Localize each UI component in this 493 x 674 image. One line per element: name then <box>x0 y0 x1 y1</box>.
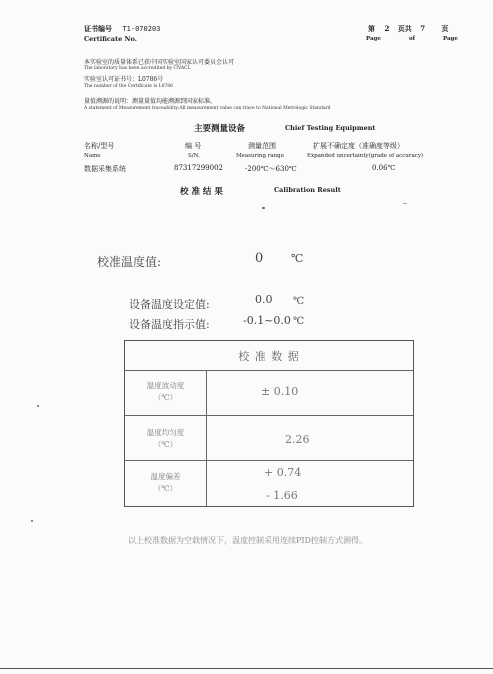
ind-temp-label: 设备温度指示值: <box>129 318 210 331</box>
equip-range: -200℃～630℃ <box>245 165 297 173</box>
accreditation-line2-en: The number of the Certificate is L0786 <box>84 84 174 89</box>
cert-no-label-en: Certificate No. <box>84 35 137 43</box>
page-label-en: Page <box>366 36 381 42</box>
cal-temp-value: 0 <box>255 251 264 266</box>
accreditation-line3-en: A statement of Measurement traceability:All measurement value can trace to National Metrologic Standard <box>84 106 331 111</box>
fluctuation-value: ± 0.10 <box>261 385 299 398</box>
scan-speck <box>262 207 265 209</box>
col-sn-cn: 编 号 <box>185 142 202 150</box>
row-label <box>125 380 206 404</box>
cal-temp-label: 校准温度值: <box>97 255 162 269</box>
page-suffix-cn: 页 <box>441 24 449 33</box>
table-row <box>125 416 413 461</box>
col-unc-en: Expanded uncertainty(grade of accuracy) <box>307 153 424 159</box>
set-temp-unit: ℃ <box>293 296 305 307</box>
scan-speck <box>403 203 407 204</box>
col-name-en: Name <box>84 153 101 159</box>
table-row <box>125 461 413 506</box>
footer-note: 以上校准数据为空载情况下，温度控制采用连续PID控制方式测得。 <box>128 536 367 545</box>
table-title: 校 准 数 据 <box>238 350 300 363</box>
of-label-en: of <box>409 36 416 42</box>
set-temp-label: 设备温度设定值: <box>129 298 210 311</box>
cert-no-label <box>84 24 160 34</box>
set-temp-value: 0.0 <box>255 293 273 306</box>
col-sn-en: S/N. <box>188 153 200 159</box>
cal-temp-unit: ℃ <box>291 252 304 265</box>
calibration-title-cn: 校 准 结 果 <box>180 187 223 197</box>
total-label-cn: 页共 <box>397 24 412 33</box>
ind-temp-value: -0.1~0.0 <box>243 314 291 327</box>
total-pages: 7 <box>420 24 426 33</box>
equip-uncertainty: 0.06℃ <box>372 164 396 172</box>
page-number-cn <box>368 24 449 34</box>
uniformity-value: 2.26 <box>285 433 310 446</box>
col-range-cn: 测量范围 <box>248 142 276 150</box>
scan-speck <box>31 520 33 522</box>
ind-temp-unit: ℃ <box>293 316 305 327</box>
row-label-unit: （℃） <box>153 440 178 449</box>
scan-edge-line <box>0 668 493 669</box>
accreditation-line3-cn: 量值溯源的说明：测量量值均能溯源到国家标准。 <box>84 98 217 105</box>
calibration-data-table <box>124 340 414 507</box>
equipment-title-cn: 主要测量设备 <box>194 124 246 134</box>
calibration-title-en: Calibration Result <box>274 186 341 194</box>
row-label-text: 温度偏差 <box>150 472 181 481</box>
row-label <box>125 471 206 495</box>
equip-sn: 87317299002 <box>174 164 223 172</box>
cert-no-label-cn: 证书编号 <box>84 24 112 33</box>
col-range-en: Measuring range <box>236 153 284 159</box>
row-label-text: 温度波动度 <box>146 381 185 390</box>
accreditation-line1-cn: 本实验室的质量体系已获中国实验室国家认可委员会认可 <box>84 59 235 66</box>
col-unc-cn: 扩展不确定度（准确度等级） <box>313 142 404 150</box>
equipment-title-en: Chief Testing Equipment <box>285 124 376 132</box>
table-header-row <box>125 341 413 371</box>
page-label-cn: 第 <box>368 24 375 33</box>
page-number: 2 <box>384 24 390 33</box>
page-label-en-2: Page <box>443 36 458 42</box>
row-label-text: 温度均匀度 <box>146 428 185 437</box>
deviation-minus-value: - 1.66 <box>266 489 298 502</box>
table-row <box>125 370 413 416</box>
deviation-plus-value: + 0.74 <box>264 466 302 479</box>
col-name-cn: 名称/型号 <box>84 142 115 150</box>
row-label-unit: （℃） <box>153 484 178 493</box>
accreditation-line2-cn: 实验室认可证书号：L0786号 <box>84 76 164 83</box>
equip-name: 数据采集系统 <box>84 165 126 173</box>
accreditation-line1-en: The laboratory has been accredited by CNACL <box>84 66 191 71</box>
row-label <box>125 427 206 451</box>
scan-speck <box>37 405 39 407</box>
row-label-unit: （℃） <box>153 393 178 402</box>
cert-no-value: T1-070203 <box>122 25 161 33</box>
